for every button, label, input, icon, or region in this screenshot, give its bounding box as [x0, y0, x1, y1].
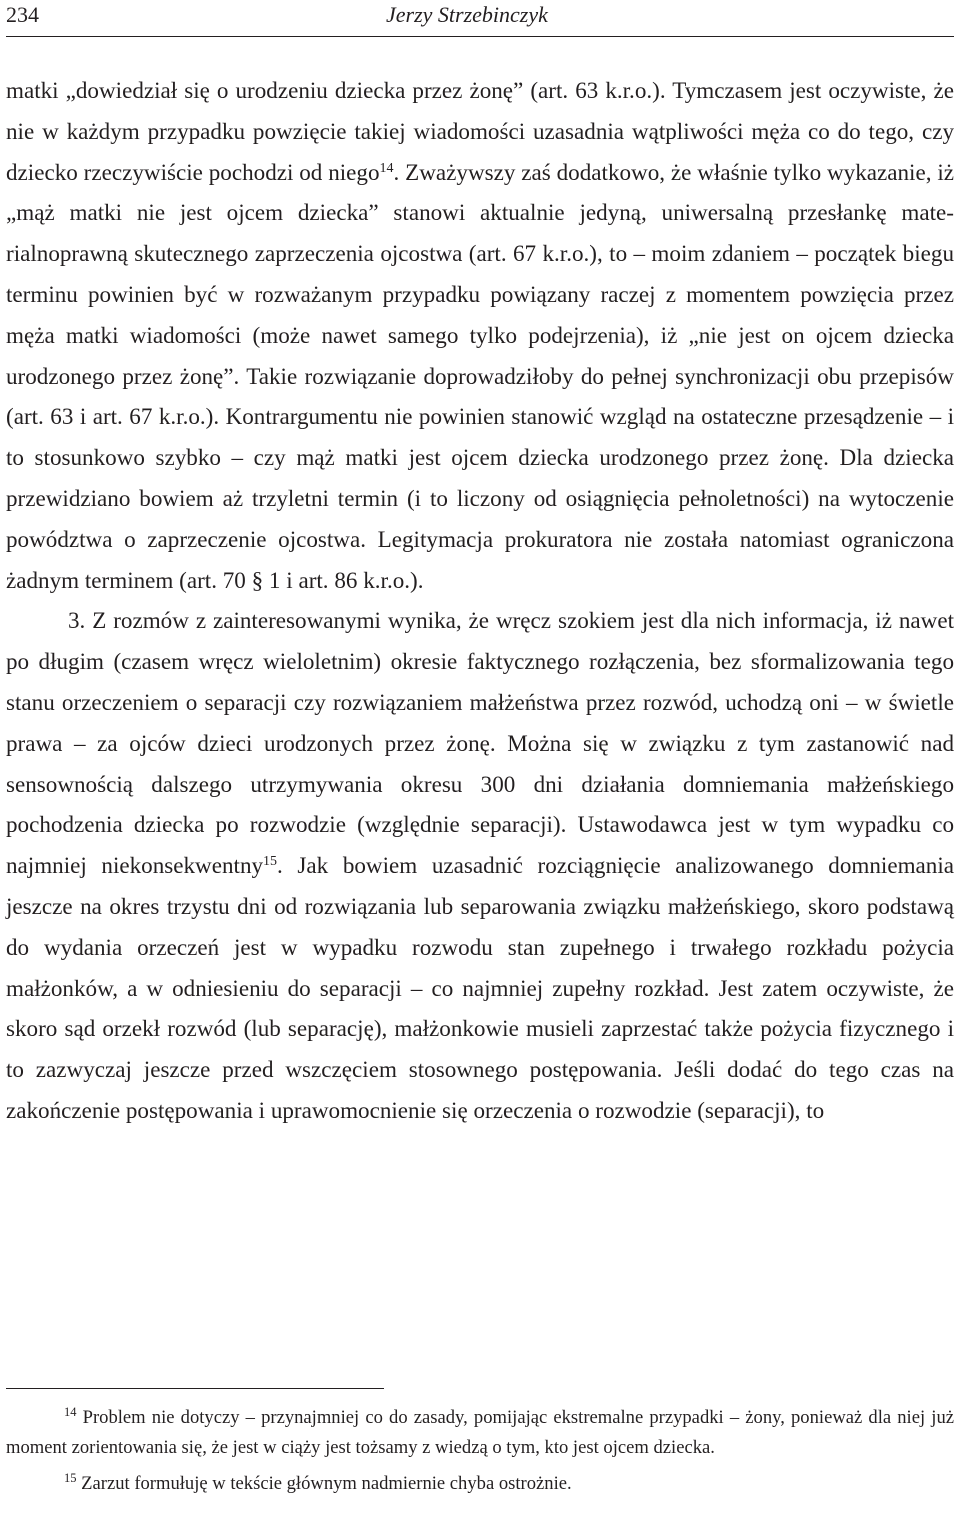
footnote-14 [6, 1403, 954, 1463]
footnote-separator [6, 1388, 384, 1389]
header-rule [6, 36, 954, 37]
footnote-number: 14 [64, 1405, 77, 1419]
running-head: Jerzy Strzebinczyk [386, 2, 548, 27]
footnote-ref-15[interactable]: 15 [263, 854, 278, 870]
paragraph-2-text-a: 3. Z rozmów z zainteresowanymi wynika, że wręcz szokiem jest dla nich informacja, iż nawet po długim (czasem wręcz wieloletnim) okresie faktycznego rozłączenia, bez sformalizowania tego stanu orzeczeniem o separacji czy rozwiązaniem małżeństwa przez rozwód, uchodzą oni – w świetle prawa – za ojców dzieci urodzonych przez żonę. Można się w związku z tym zastanowić nad sensownością dalszego utrzymywania okresu 300 dni działania domniemania małżeńskiego pochodzenia dziecka po rozwodzie (względnie separacji). Ustawodawca jest w tym wypadku co najmniej niekonsekwentny [6, 607, 954, 879]
footnotes [6, 1403, 954, 1499]
footnote-15 [6, 1469, 954, 1499]
paragraph-1-text-b: . Zważywszy zaś dodatkowo, że właśnie tylko wykazanie, iż „mąż matki nie jest ojcem dziecka” stanowi aktualnie jedyną, uniwersalną przesłankę materialnoprawną skutecznego zaprzeczenia ojcostwa (art. 67 k.r.o.), to – moim zdaniem – początek biegu terminu powinien być w rozważanym przypadku powiązany raczej z momentem powzięcia przez męża matki wiadomości (może nawet samego tylko podejrzenia), iż „nie jest on ojcem dziecka urodzonego przez żonę”. Takie rozwiązanie doprowadziłoby do pełnej synchronizacji obu przepisów (art. 63 i art. 67 k.r.o.). Kontrargumentu nie powinien stanowić wzgląd na ostateczne przesądzenie – i to stosunkowo szybko – czy mąż matki jest ojcem dziecka urodzonego przez żonę. Dla dziecka przewidziano bowiem aż trzyletni termin (i to liczony od osiągnięcia pełnoletności) na wytoczenie powództwa o zaprzeczenie ojcostwa. Legitymacja prokuratora nie została natomiast ograniczona żadnym terminem (art. 70 § 1 i art. 86 k.r.o.). [6, 158, 954, 593]
document-page [6, 0, 954, 1528]
paragraph-1 [6, 70, 954, 600]
paragraph-2-text-b: . Jak bowiem uzasadnić rozciągnięcie analizowanego domniemania jeszcze na okres trzystu dni od rozwiązania lub separowania związku małżeńskiego, skoro podstawą do wydania orzeczeń jest w wypadku rozwodu stan zupełnego i trwałego rozkładu pożycia małżonków, a w odniesieniu do separacji – co najmniej zupełny rozkład. Jest zatem oczywiste, że skoro sąd orzekł rozwód (lub separację), małżonkowie musieli zaprzestać także pożycia fizycznego i to zazwyczaj jeszcze przed wszczęciem stosownego postępowania. Jeśli dodać do tego czas na zakończenie postępowania i uprawomocnienie się orzeczenia o rozwodzie (separacji), to [6, 852, 954, 1123]
paragraph-2 [6, 600, 954, 1130]
footnote-text: Problem nie dotyczy – przynajmniej co do zasady, pomijając ekstremalne przypadki – żony, ponieważ dla niej już moment zorientowania się, że jest w ciąży jest tożsamy z wiedzą o tym, kto jest ojcem dziecka. [6, 1407, 954, 1458]
main-text [6, 70, 954, 1131]
footnote-number: 15 [64, 1471, 77, 1485]
paragraph-1-text-a: matki „dowiedział się o urodzeniu dziecka przez żonę” (art. 63 k.r.o.). Tymczasem jest oczywiste, że nie w każdym przypadku powzięcie takiej wiadomości uzasadnia wątpliwości męża co do tego, czy dziecko rzeczywiście pochodzi od niego [6, 77, 954, 185]
footnote-text: Zarzut formułuję w tekście głównym nadmiernie chyba ostrożnie. [76, 1473, 572, 1494]
footnote-ref-14[interactable]: 14 [379, 160, 394, 176]
page-number: 234 [6, 2, 39, 27]
page-header [6, 2, 954, 28]
